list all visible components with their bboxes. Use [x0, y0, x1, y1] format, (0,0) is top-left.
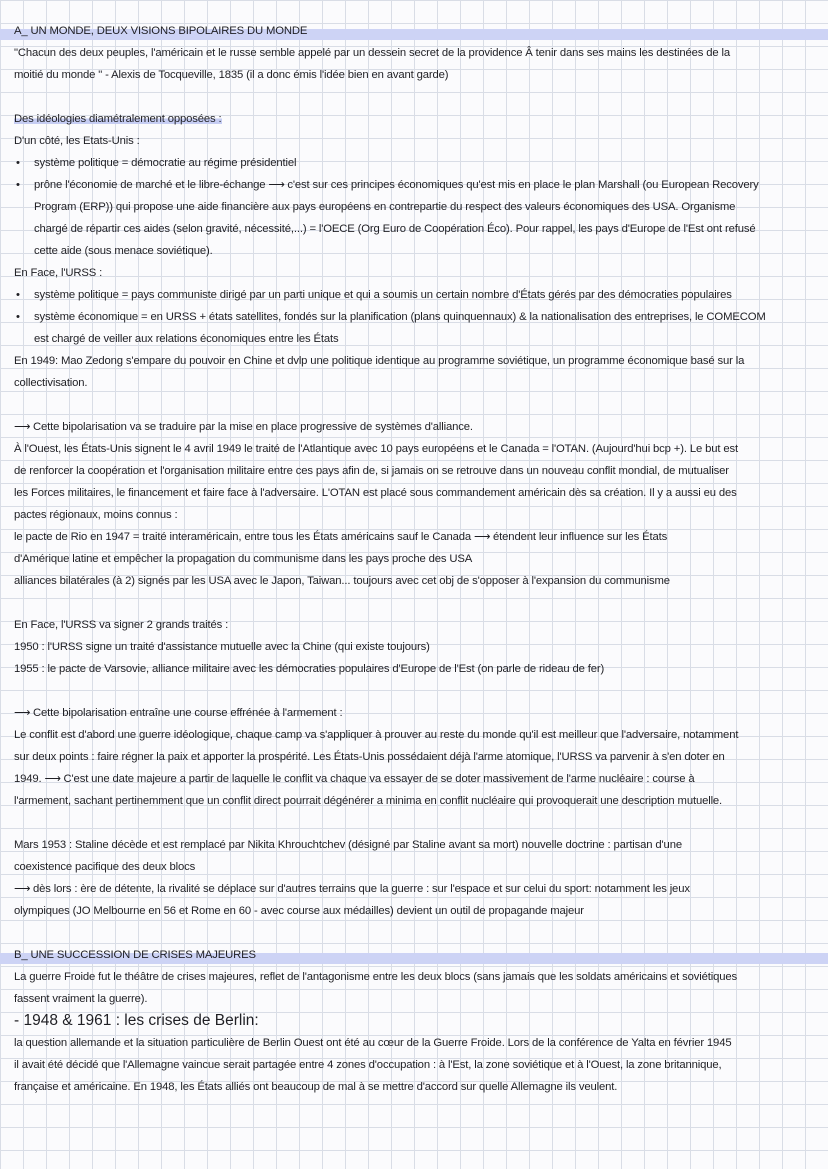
otan-line: de renforcer la coopération et l'organisation militaire entre ces pays afin de, si jamais on se retrouve dans un nouveau conflit mondial, de mutualiser — [14, 465, 729, 477]
china-line: En 1949: Mao Zedong s'empare du pouvoir en Chine et dvlp une politique identique au programme soviétique, un programme économique basé sur la — [14, 355, 745, 367]
arms-intro: ⟶ Cette bipolarisation entraîne une course effrénée à l'armement : — [14, 707, 343, 719]
usa-bullet-cont: cette aide (sous menace soviétique). — [34, 245, 213, 257]
berlin-line: il avait été décidé que l'Allemagne vaincue serait partagée entre 4 zones d'occupation : à l'Est, la zone soviétique et à l'Ouest, la zone britannique, — [14, 1059, 722, 1071]
urss-bullet-cont: est chargé de veiller aux relations économiques entre les États — [34, 333, 339, 345]
arms-line: Le conflit est d'abord une guerre idéologique, chaque camp va s'appliquer à prouver au reste du monde qu'il est meilleur que l'adversaire, notamment — [14, 729, 739, 741]
stalin-line: olympiques (JO Melbourne en 56 et Rome en 60 - avec course aux médailles) devient un outil de propagande majeur — [14, 905, 584, 917]
urss-bullet: • système politique = pays communiste dirigé par un parti unique et qui a soumis un certain nombre d'États gérés par des démocraties populaires — [14, 284, 814, 306]
berlin-line: française et américaine. En 1948, les États alliés ont beaucoup de mal à se mettre d'accord sur quelle Allemagne ils veulent. — [14, 1081, 618, 1093]
stalin-line: Mars 1953 : Staline décède et est remplacé par Nikita Khrouchtchev (désigné par Staline avant sa mort) nouvelle doctrine : partisan d'une — [14, 839, 682, 851]
usa-bullet: • prône l'économie de marché et le libre-échange ⟶ c'est sur ces principes économiques qu'est mis en place le plan Marshall (ou European Recovery — [14, 174, 814, 196]
usa-intro: D'un côté, les Etats-Unis : — [14, 135, 140, 147]
stalin-line: ⟶ dès lors : ère de détente, la rivalité se déplace sur d'autres terrains que la guerre : sur l'espace et sur celui du sport: notamment les jeux — [14, 883, 690, 895]
usa-bullet-cont: chargé de répartir ces aides (selon gravité, nécessité,...) = l'OECE (Org Euro de Coopération Éco). Pour rappel, les pays d'Europe de l'Est ont refusé — [34, 223, 756, 235]
urss-intro: En Face, l'URSS : — [14, 267, 103, 279]
otan-line: À l'Ouest, les États-Unis signent le 4 avril 1949 le traité de l'Atlantique avec 10 pays européens et le Canada = l'OTAN. (Aujourd'hui bcp +). Le but est — [14, 443, 738, 455]
arms-line: l'armement, sachant pertinemment que un conflit direct pourrait dégénérer a minima en conflit nucléaire qui provoquerait une description mutuelle. — [14, 795, 723, 807]
quote-line: "Chacun des deux peuples, l'américain et le russe semble appelé par un dessein secret de la providence Â tenir dans ses mains les destinées de la — [14, 47, 731, 59]
quote-line: moitié du monde " - Alexis de Tocqueville, 1835 (il a donc émis l'idée bien en avant garde) — [14, 69, 449, 81]
otan-line: les Forces militaires, le financement et faire face à l'adversaire. L'OTAN est placé sous commandement américain dès sa création. Il y a aussi eu des — [14, 487, 737, 499]
usa-bullet-cont: Program (ERP)) qui propose une aide financière aux pays européens en contrepartie du respect des valeurs économiques des USA. Organisme — [34, 201, 736, 213]
section-b-title: B_ UNE SUCCESSION DE CRISES MAJEURES — [0, 944, 828, 966]
arms-line: sur deux points : faire régner la paix et apporter la prospérité. Les États-Unis possédaient déjà l'arme atomique, l'URSS va parvenir à s'en doter en — [14, 751, 725, 763]
ideologies-heading: Des idéologies diamétralement opposées : — [14, 113, 222, 125]
bilateral-line: alliances bilatérales (à 2) signés par les USA avec le Japon, Taiwan... toujours avec cet obj de s'opposer à l'expansion du communisme — [14, 575, 670, 587]
section-b-intro: La guerre Froide fut le théâtre de crises majeures, reflet de l'antagonisme entre les deux blocs (sans jamais que les soldats américains et soviétiques — [14, 971, 737, 983]
notes-page — [14, 20, 814, 1098]
rio-line: le pacte de Rio en 1947 = traité interaméricain, entre tous les États américains sauf le Canada ⟶ étendent leur influence sur les États — [14, 531, 668, 543]
section-a-title: A_ UN MONDE, DEUX VISIONS BIPOLAIRES DU MONDE — [0, 20, 828, 42]
urss-bullet: • système économique = en URSS + états satellites, fondés sur la planification (plans quinquennaux) & la nationalisation des entreprises, le COMECOM — [14, 306, 814, 328]
berlin-crisis-title: - 1948 & 1961 : les crises de Berlin: — [14, 1012, 259, 1029]
rio-line: d'Amérique latine et empêcher la propagation du communisme dans les pays proche des USA — [14, 553, 473, 565]
treaty-1955: 1955 : le pacte de Varsovie, alliance militaire avec les démocraties populaires d'Europe de l'Est (on parle de rideau de fer) — [14, 663, 605, 675]
section-b-intro: fassent vraiment la guerre). — [14, 993, 148, 1005]
stalin-line: coexistence pacifique des deux blocs — [14, 861, 196, 873]
urss-treaties-intro: En Face, l'URSS va signer 2 grands traités : — [14, 619, 229, 631]
alliances-intro: ⟶ Cette bipolarisation va se traduire par la mise en place progressive de systèmes d'alliance. — [14, 421, 473, 433]
arms-line: 1949. ⟶ C'est une date majeure a partir de laquelle le conflit va chaque va essayer de se doter massivement de l'arme nucléaire : course à — [14, 773, 695, 785]
treaty-1950: 1950 : l'URSS signe un traité d'assistance mutuelle avec la Chine (qui existe toujours) — [14, 641, 430, 653]
berlin-line: la question allemande et la situation particulière de Berlin Ouest ont été au cœur de la Guerre Froide. Lors de la conférence de Yalta en février 1945 — [14, 1037, 732, 1049]
china-line: collectivisation. — [14, 377, 88, 389]
usa-bullet: • système politique = démocratie au régime présidentiel — [14, 152, 814, 174]
otan-line: pactes régionaux, moins connus : — [14, 509, 178, 521]
